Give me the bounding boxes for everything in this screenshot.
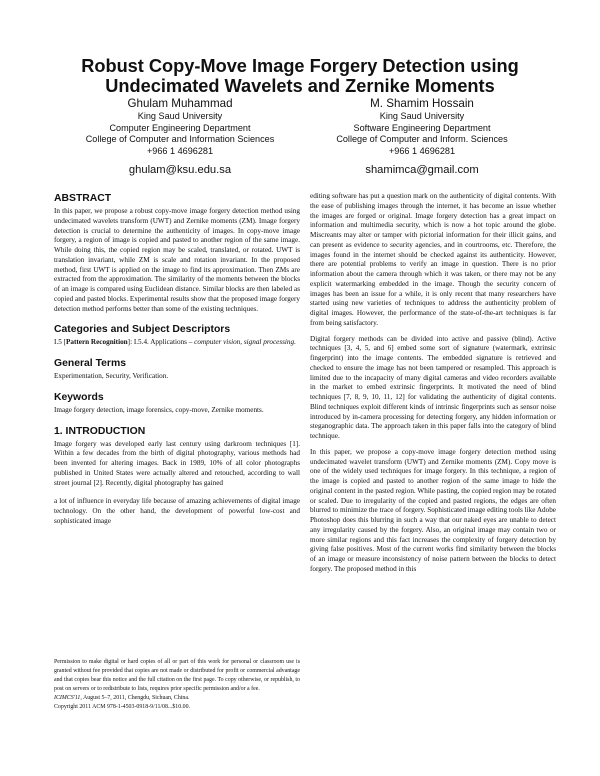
paper-title xyxy=(40,56,560,96)
categories-italic: computer vision, signal processing. xyxy=(194,338,296,347)
right-column xyxy=(310,192,556,581)
categories-mid: ]: I.5.4. Applications – xyxy=(127,338,195,347)
left-column xyxy=(54,193,300,533)
body-paragraph-2: Digital forgery methods can be divided into active and passive (blind). Active techniques [3, 4, 5, and 6] embed some sort of signature (watermark, extrinsic fingerprint) into the image contents. The embedded signature is retrieved and checked to ensure the image has not been tampered or resampled. This approach is limited due to the incapacity of many digital cameras and video recorders available in the market to embed extrinsic fingerprints. It motivated the need of blind techniques [7, 8, 9, 10, 11, 12] for validating the authenticity of digital contents. Blind techniques exploit different kinds of intrinsic fingerprints such as sensor noise introduced by in-camera processing for detecting forgery, any hidden information or steganographic data. The approach taken in this paper falls into the category of blind technique. xyxy=(310,334,556,440)
permission-text: Permission to make digital or hard copies of all or part of this work for personal or classroom use is granted without fee provided that copies are not made or distributed for profit or commercial advantage and that copies bear this notice and the full citation on the first page. To copy otherwise, or republish, to post on servers or to redistribute to lists, requires prior specific permission and/or a fee. xyxy=(54,659,300,692)
author-affiliation-line: College of Computer and Information Sciences xyxy=(85,134,275,144)
conference-line xyxy=(54,694,300,703)
keywords-heading: Keywords xyxy=(54,391,104,403)
introduction-heading: 1. INTRODUCTION xyxy=(54,425,146,437)
abstract-text: In this paper, we propose a robust copy-move image forgery detection method using undecimated wavelets transform (UWT) and Zernike moments (ZM). Image forgery detection is crucial to determine the authenticity of images. In copy-move image forgery, a region of image is copied and pasted to another region of the same image. While doing this, the copied region may be scaled, translated, or rotated. UWT is translation invariant, while ZM is scale and rotation invariant. In the proposed method, first UWT is applied on the image to find its approximation. Then ZMs are extracted from the approximation. The similarity of the moments between the blocks of an image is compared using Euclidean distance. Similar blocks are then labeled as copied and pasted blocks. Experimental results show that the proposed image forgery detection method performs better than some of the existing techniques. xyxy=(54,207,300,313)
author-phone: +966 1 4696281 xyxy=(389,145,455,156)
author-block-1 xyxy=(55,97,305,177)
author-phone: +966 1 4696281 xyxy=(147,145,213,156)
author-block-2 xyxy=(297,97,547,177)
title-line-2: Undecimated Wavelets and Zernike Moments xyxy=(105,76,495,96)
author-affiliation-line: College of Computer and Inform. Sciences xyxy=(336,134,508,144)
conference-details: , August 5–7, 2011, Chengdu, Sichuan, China. xyxy=(80,694,190,701)
intro-paragraph-2: a lot of influence in everyday life because of amazing achievements of digital image technology. On the other hand, the development of powerful low-cost and sophisticated image xyxy=(54,497,300,525)
author-affiliation-line: King Saud University xyxy=(137,111,223,121)
author-email: shamimca@gmail.com xyxy=(365,164,479,176)
author-name: Ghulam Muhammad xyxy=(127,97,233,110)
author-affiliation-line: King Saud University xyxy=(379,111,465,121)
author-email: ghulam@ksu.edu.sa xyxy=(128,164,232,176)
general-terms-text: Experimentation, Security, Verification. xyxy=(54,372,169,380)
categories-prefix: I.5 [ xyxy=(54,338,66,347)
author-affiliation-line: Software Engineering Department xyxy=(353,122,491,133)
categories-bold: Pattern Recognition xyxy=(65,338,128,347)
intro-paragraph-1: Image forgery was developed early last century using darkroom techniques [1]. Within a few decades from the birth of digital photography, various methods had been invented for altering images. Back in 1989, 10% of all color photographs published in United States were actually altered and retouched, according to wall street journal [2]. Recently, digital photography has gained xyxy=(54,439,300,487)
general-terms-heading: General Terms xyxy=(54,358,126,369)
body-paragraph-3: In this paper, we propose a copy-move image forgery detection method using undecimated wavelet transform (UWT) and Zernike moments (ZM). Copy move is one of the widely used techniques for image forgery. In this technique, a region of the image is copied and pasted to another region of the same image to hide the original content in the pasted region. While pasting, the copied region may be rotated or scaled. Due to irregularity of the copied and pasted regions, the edges are often blurred to minimize the trace of forgery. Sophisticated image editing tools like Adobe Photoshop does this blurring in such a way that our naked eyes are unable to detect any irregularity caused by the forgery. Also, an original image may contain two or more similar regions and this fact increases the complexity of forgery detection by giving false positives. Most of the current works find similarity between the blocks of an image or measure inconsistency of noise pattern between the blocks to detect forgery. The proposed method in this xyxy=(310,447,556,573)
abstract-heading: ABSTRACT xyxy=(54,193,112,204)
title-line-1: Robust Copy-Move Image Forgery Detection using xyxy=(81,56,519,76)
copyright-notice xyxy=(54,658,300,711)
author-affiliation-line: Computer Engineering Department xyxy=(109,122,251,133)
conference-name: ICIMCS'11 xyxy=(54,694,81,701)
author-name: M. Shamim Hossain xyxy=(370,97,474,110)
body-paragraph-1: editing software has put a question mark on the authenticity of digital contents. With the ease of publishing images through the internet, it has become an issue whether the images are forged or original. Image forgery detection has a great impact on information and multimedia security, which is now a hot topic around the globe. Miscreants may alter or tamper with pictorial information for their illicit gains, and can present as evidence to security agencies, and in courtrooms, etc. Therefore, the images found in the internet should be checked against its authenticity. However, there are potential problems to verify an image in question. There is no prior information about the camera through which it was taken, or there may not be any explicit watermarking embedded in the image. Though the security concern of images has been an issue for a while, it is only recent that many researchers have started using new varieties of techniques to address the authenticity problem of digital images. However, the performance of the state-of-the-art techniques is far from being satisfactory. xyxy=(310,192,556,327)
categories-heading: Categories and Subject Descriptors xyxy=(54,324,231,336)
categories-text xyxy=(54,338,300,348)
copyright-line: Copyright 2011 ACM 978-1-4503-0918-9/11/08...$10.00. xyxy=(54,703,191,710)
keywords-text: Image forgery detection, image forensics, copy-move, Zernike moments. xyxy=(54,405,264,414)
